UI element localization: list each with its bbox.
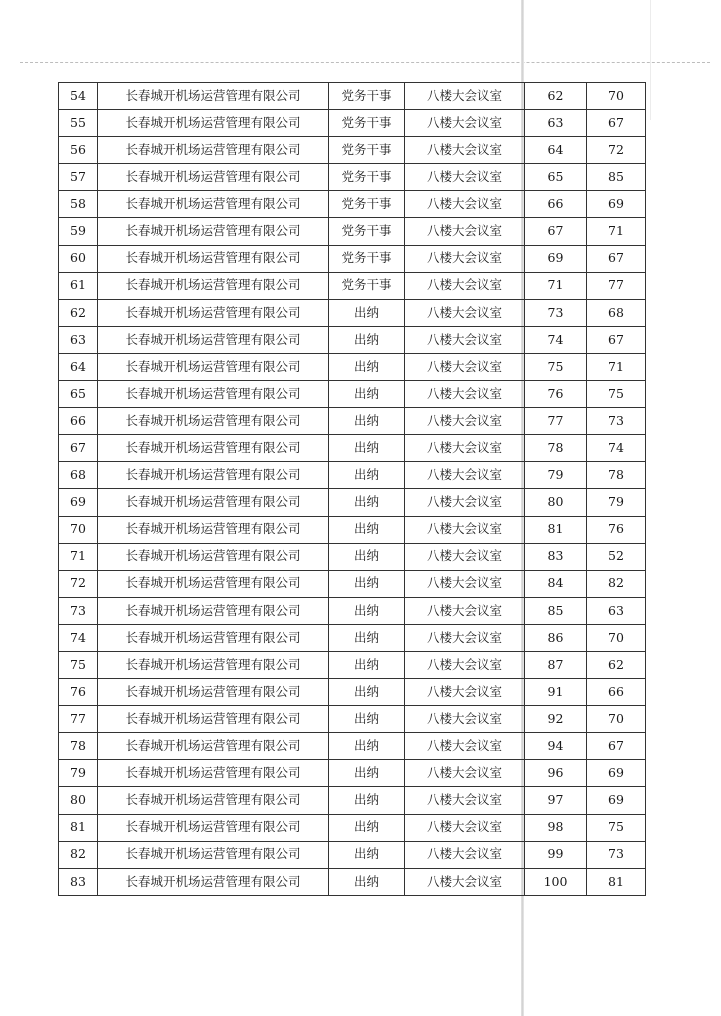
row-number-cell: 66 (59, 408, 98, 435)
table-row (59, 624, 646, 651)
seat-number-cell: 79 (525, 462, 587, 489)
table-row (59, 435, 646, 462)
position-cell: 出纳 (329, 516, 405, 543)
row-number-cell: 75 (59, 651, 98, 678)
seat-number-cell: 97 (525, 787, 587, 814)
position-cell: 出纳 (329, 299, 405, 326)
company-cell: 长春城开机场运营管理有限公司 (98, 489, 329, 516)
exam-room-cell: 八楼大会议室 (405, 841, 525, 868)
exam-room-cell: 八楼大会议室 (405, 706, 525, 733)
exam-room-cell: 八楼大会议室 (405, 110, 525, 137)
score-cell: 68 (587, 299, 646, 326)
exam-room-cell: 八楼大会议室 (405, 435, 525, 462)
company-cell: 长春城开机场运营管理有限公司 (98, 191, 329, 218)
seat-number-cell: 62 (525, 83, 587, 110)
company-cell: 长春城开机场运营管理有限公司 (98, 435, 329, 462)
position-cell: 出纳 (329, 326, 405, 353)
seat-number-cell: 85 (525, 597, 587, 624)
row-number-cell: 74 (59, 624, 98, 651)
exam-roster-table (58, 82, 646, 896)
seat-number-cell: 83 (525, 543, 587, 570)
seat-number-cell: 76 (525, 381, 587, 408)
company-cell: 长春城开机场运营管理有限公司 (98, 841, 329, 868)
seat-number-cell: 64 (525, 137, 587, 164)
row-number-cell: 58 (59, 191, 98, 218)
exam-room-cell: 八楼大会议室 (405, 164, 525, 191)
exam-room-cell: 八楼大会议室 (405, 462, 525, 489)
position-cell: 出纳 (329, 353, 405, 380)
seat-number-cell: 100 (525, 868, 587, 895)
score-cell: 63 (587, 597, 646, 624)
company-cell: 长春城开机场运营管理有限公司 (98, 570, 329, 597)
seat-number-cell: 99 (525, 841, 587, 868)
score-cell: 67 (587, 110, 646, 137)
position-cell: 出纳 (329, 814, 405, 841)
table-row (59, 733, 646, 760)
exam-room-cell: 八楼大会议室 (405, 408, 525, 435)
row-number-cell: 56 (59, 137, 98, 164)
position-cell: 党务干事 (329, 245, 405, 272)
exam-room-cell: 八楼大会议室 (405, 489, 525, 516)
company-cell: 长春城开机场运营管理有限公司 (98, 381, 329, 408)
company-cell: 长春城开机场运营管理有限公司 (98, 245, 329, 272)
table-row (59, 191, 646, 218)
exam-room-cell: 八楼大会议室 (405, 516, 525, 543)
row-number-cell: 61 (59, 272, 98, 299)
row-number-cell: 70 (59, 516, 98, 543)
score-cell: 70 (587, 624, 646, 651)
row-number-cell: 73 (59, 597, 98, 624)
company-cell: 长春城开机场运营管理有限公司 (98, 597, 329, 624)
scan-artifact-line (20, 62, 710, 63)
table-row (59, 516, 646, 543)
company-cell: 长春城开机场运营管理有限公司 (98, 137, 329, 164)
score-cell: 82 (587, 570, 646, 597)
position-cell: 党务干事 (329, 110, 405, 137)
seat-number-cell: 91 (525, 679, 587, 706)
position-cell: 党务干事 (329, 191, 405, 218)
company-cell: 长春城开机场运营管理有限公司 (98, 164, 329, 191)
table-row (59, 814, 646, 841)
row-number-cell: 55 (59, 110, 98, 137)
seat-number-cell: 94 (525, 733, 587, 760)
row-number-cell: 62 (59, 299, 98, 326)
table-row (59, 570, 646, 597)
company-cell: 长春城开机场运营管理有限公司 (98, 326, 329, 353)
exam-room-cell: 八楼大会议室 (405, 814, 525, 841)
company-cell: 长春城开机场运营管理有限公司 (98, 787, 329, 814)
position-cell: 出纳 (329, 651, 405, 678)
company-cell: 长春城开机场运营管理有限公司 (98, 706, 329, 733)
score-cell: 62 (587, 651, 646, 678)
exam-room-cell: 八楼大会议室 (405, 245, 525, 272)
score-cell: 75 (587, 814, 646, 841)
exam-room-cell: 八楼大会议室 (405, 868, 525, 895)
score-cell: 85 (587, 164, 646, 191)
seat-number-cell: 87 (525, 651, 587, 678)
exam-room-cell: 八楼大会议室 (405, 191, 525, 218)
table-row (59, 164, 646, 191)
exam-room-cell: 八楼大会议室 (405, 760, 525, 787)
company-cell: 长春城开机场运营管理有限公司 (98, 353, 329, 380)
score-cell: 67 (587, 733, 646, 760)
row-number-cell: 69 (59, 489, 98, 516)
row-number-cell: 78 (59, 733, 98, 760)
scan-fold-line-secondary (650, 0, 651, 120)
table-row (59, 272, 646, 299)
row-number-cell: 54 (59, 83, 98, 110)
exam-room-cell: 八楼大会议室 (405, 381, 525, 408)
row-number-cell: 79 (59, 760, 98, 787)
position-cell: 党务干事 (329, 218, 405, 245)
row-number-cell: 76 (59, 679, 98, 706)
row-number-cell: 60 (59, 245, 98, 272)
table-row (59, 381, 646, 408)
score-cell: 72 (587, 137, 646, 164)
exam-room-cell: 八楼大会议室 (405, 83, 525, 110)
score-cell: 67 (587, 245, 646, 272)
row-number-cell: 77 (59, 706, 98, 733)
row-number-cell: 59 (59, 218, 98, 245)
table-row (59, 299, 646, 326)
seat-number-cell: 73 (525, 299, 587, 326)
score-cell: 76 (587, 516, 646, 543)
company-cell: 长春城开机场运营管理有限公司 (98, 299, 329, 326)
seat-number-cell: 78 (525, 435, 587, 462)
position-cell: 出纳 (329, 570, 405, 597)
score-cell: 71 (587, 353, 646, 380)
position-cell: 出纳 (329, 489, 405, 516)
exam-room-cell: 八楼大会议室 (405, 679, 525, 706)
table-row (59, 326, 646, 353)
company-cell: 长春城开机场运营管理有限公司 (98, 408, 329, 435)
table-row (59, 110, 646, 137)
company-cell: 长春城开机场运营管理有限公司 (98, 272, 329, 299)
company-cell: 长春城开机场运营管理有限公司 (98, 733, 329, 760)
company-cell: 长春城开机场运营管理有限公司 (98, 543, 329, 570)
seat-number-cell: 84 (525, 570, 587, 597)
exam-room-cell: 八楼大会议室 (405, 353, 525, 380)
position-cell: 党务干事 (329, 272, 405, 299)
score-cell: 69 (587, 760, 646, 787)
position-cell: 出纳 (329, 435, 405, 462)
exam-room-cell: 八楼大会议室 (405, 299, 525, 326)
exam-room-cell: 八楼大会议室 (405, 624, 525, 651)
seat-number-cell: 66 (525, 191, 587, 218)
roster-body (59, 83, 646, 896)
seat-number-cell: 86 (525, 624, 587, 651)
company-cell: 长春城开机场运营管理有限公司 (98, 83, 329, 110)
seat-number-cell: 96 (525, 760, 587, 787)
position-cell: 出纳 (329, 543, 405, 570)
exam-room-cell: 八楼大会议室 (405, 733, 525, 760)
score-cell: 81 (587, 868, 646, 895)
table-row (59, 597, 646, 624)
table-row (59, 462, 646, 489)
exam-room-cell: 八楼大会议室 (405, 570, 525, 597)
table-row (59, 353, 646, 380)
score-cell: 73 (587, 841, 646, 868)
seat-number-cell: 74 (525, 326, 587, 353)
position-cell: 出纳 (329, 679, 405, 706)
score-cell: 66 (587, 679, 646, 706)
row-number-cell: 82 (59, 841, 98, 868)
seat-number-cell: 80 (525, 489, 587, 516)
seat-number-cell: 71 (525, 272, 587, 299)
position-cell: 党务干事 (329, 83, 405, 110)
exam-room-cell: 八楼大会议室 (405, 787, 525, 814)
seat-number-cell: 69 (525, 245, 587, 272)
table-row (59, 489, 646, 516)
score-cell: 73 (587, 408, 646, 435)
row-number-cell: 65 (59, 381, 98, 408)
table-row (59, 706, 646, 733)
exam-room-cell: 八楼大会议室 (405, 651, 525, 678)
table-row (59, 868, 646, 895)
company-cell: 长春城开机场运营管理有限公司 (98, 868, 329, 895)
position-cell: 出纳 (329, 408, 405, 435)
position-cell: 出纳 (329, 733, 405, 760)
score-cell: 77 (587, 272, 646, 299)
row-number-cell: 64 (59, 353, 98, 380)
seat-number-cell: 67 (525, 218, 587, 245)
score-cell: 70 (587, 706, 646, 733)
exam-room-cell: 八楼大会议室 (405, 137, 525, 164)
row-number-cell: 71 (59, 543, 98, 570)
table-row (59, 787, 646, 814)
table-row (59, 841, 646, 868)
position-cell: 出纳 (329, 624, 405, 651)
exam-room-cell: 八楼大会议室 (405, 543, 525, 570)
company-cell: 长春城开机场运营管理有限公司 (98, 679, 329, 706)
position-cell: 党务干事 (329, 137, 405, 164)
row-number-cell: 83 (59, 868, 98, 895)
table-row (59, 651, 646, 678)
position-cell: 出纳 (329, 381, 405, 408)
company-cell: 长春城开机场运营管理有限公司 (98, 218, 329, 245)
score-cell: 69 (587, 787, 646, 814)
company-cell: 长春城开机场运营管理有限公司 (98, 110, 329, 137)
seat-number-cell: 77 (525, 408, 587, 435)
position-cell: 出纳 (329, 462, 405, 489)
seat-number-cell: 92 (525, 706, 587, 733)
row-number-cell: 72 (59, 570, 98, 597)
company-cell: 长春城开机场运营管理有限公司 (98, 516, 329, 543)
position-cell: 出纳 (329, 868, 405, 895)
exam-room-cell: 八楼大会议室 (405, 272, 525, 299)
seat-number-cell: 65 (525, 164, 587, 191)
position-cell: 党务干事 (329, 164, 405, 191)
row-number-cell: 81 (59, 814, 98, 841)
score-cell: 71 (587, 218, 646, 245)
table-row (59, 137, 646, 164)
row-number-cell: 68 (59, 462, 98, 489)
row-number-cell: 57 (59, 164, 98, 191)
table-row (59, 408, 646, 435)
table-row (59, 245, 646, 272)
score-cell: 69 (587, 191, 646, 218)
table-row (59, 83, 646, 110)
score-cell: 67 (587, 326, 646, 353)
seat-number-cell: 98 (525, 814, 587, 841)
score-cell: 75 (587, 381, 646, 408)
position-cell: 出纳 (329, 760, 405, 787)
company-cell: 长春城开机场运营管理有限公司 (98, 814, 329, 841)
company-cell: 长春城开机场运营管理有限公司 (98, 651, 329, 678)
company-cell: 长春城开机场运营管理有限公司 (98, 462, 329, 489)
position-cell: 出纳 (329, 841, 405, 868)
row-number-cell: 67 (59, 435, 98, 462)
score-cell: 70 (587, 83, 646, 110)
row-number-cell: 80 (59, 787, 98, 814)
exam-room-cell: 八楼大会议室 (405, 218, 525, 245)
seat-number-cell: 81 (525, 516, 587, 543)
score-cell: 78 (587, 462, 646, 489)
score-cell: 74 (587, 435, 646, 462)
seat-number-cell: 75 (525, 353, 587, 380)
row-number-cell: 63 (59, 326, 98, 353)
table-row (59, 679, 646, 706)
position-cell: 出纳 (329, 597, 405, 624)
table-row (59, 760, 646, 787)
table-row (59, 218, 646, 245)
position-cell: 出纳 (329, 706, 405, 733)
score-cell: 52 (587, 543, 646, 570)
table-row (59, 543, 646, 570)
seat-number-cell: 63 (525, 110, 587, 137)
company-cell: 长春城开机场运营管理有限公司 (98, 760, 329, 787)
exam-room-cell: 八楼大会议室 (405, 597, 525, 624)
company-cell: 长春城开机场运营管理有限公司 (98, 624, 329, 651)
exam-room-cell: 八楼大会议室 (405, 326, 525, 353)
score-cell: 79 (587, 489, 646, 516)
position-cell: 出纳 (329, 787, 405, 814)
